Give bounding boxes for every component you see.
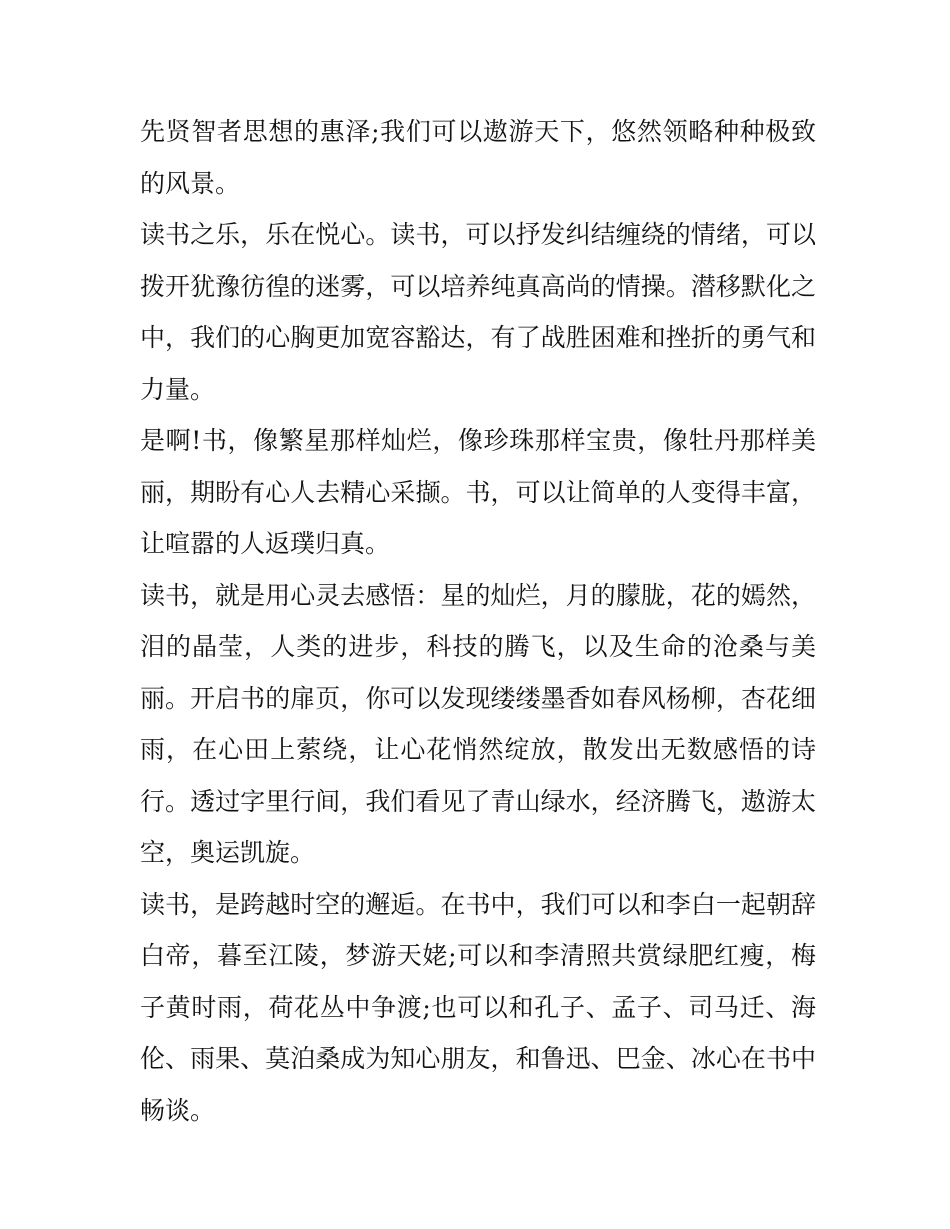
document-body: [140, 106, 816, 1136]
paragraph: 读书之乐，乐在悦心。读书，可以抒发纠结缠绕的情绪，可以拨开犹豫彷徨的迷雾，可以培养纯真高尚的情操。潜移默化之中，我们的心胸更加宽容豁达，有了战胜困难和挫折的勇气和力量。: [140, 220, 816, 404]
paragraph: 先贤智者思想的惠泽;我们可以遨游天下，悠然领略种种极致的风景。: [140, 117, 816, 198]
paragraph: 读书，是跨越时空的邂逅。在书中，我们可以和李白一起朝辞白帝，暮至江陵，梦游天姥;可以和李清照共赏绿肥红瘦，梅子黄时雨，荷花丛中争渡;也可以和孔子、孟子、司马迁、海伦、雨果、莫泊桑成为知心朋友，和鲁迅、巴金、冰心在书中畅谈。: [140, 889, 816, 1125]
paragraph: 读书，就是用心灵去感悟：星的灿烂，月的朦胧，花的嫣然，泪的晶莹，人类的进步，科技的腾飞，以及生命的沧桑与美丽。开启书的扉页，你可以发现缕缕墨香如春风杨柳，杏花细雨，在心田上萦绕，让心花悄然绽放，散发出无数感悟的诗行。透过字里行间，我们看见了青山绿水，经济腾飞，遨游太空，奥运凯旋。: [140, 580, 816, 867]
paragraph: 是啊!书，像繁星那样灿烂，像珍珠那样宝贵，像牡丹那样美丽，期盼有心人去精心采撷。书，可以让简单的人变得丰富，让喧嚣的人返璞归真。: [140, 426, 816, 558]
